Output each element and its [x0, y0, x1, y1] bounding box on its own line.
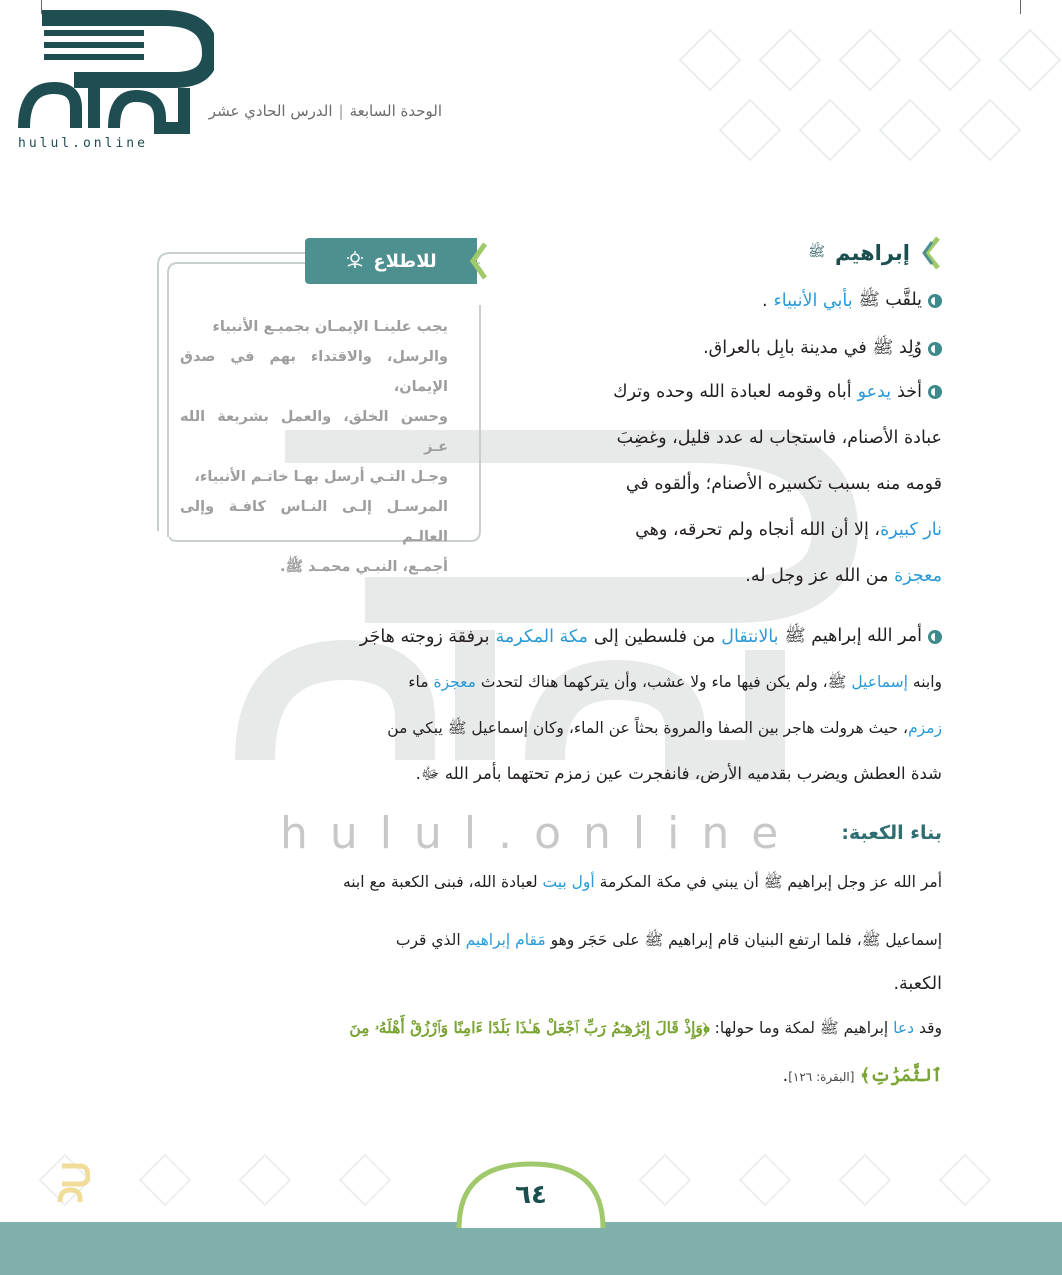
- section-heading: [808, 236, 942, 270]
- quran-verse: ٱلثَّمَرَٰتِ﴾: [859, 1066, 942, 1086]
- paragraph-line: إسماعيل ﷺ، فلما ارتفع البنيان قام إبراهيم ﷺ على حَجَر وهو مَقام إبراهيم الذي قرب: [395, 931, 942, 949]
- lesson-label: الدرس الحادي عشر: [208, 102, 333, 120]
- chevron-left-icon: [467, 242, 491, 280]
- info-line: يجب علينـا الإيمـان بجميـع الأنبياء: [212, 319, 448, 335]
- info-title-label: للاطلاع: [373, 250, 437, 272]
- book-lightbulb-icon: [345, 251, 365, 271]
- info-line: أجمـع، النبـي محمـد ﷺ.: [279, 559, 448, 575]
- crop-mark: [1020, 0, 1040, 14]
- paragraph-line: وابنه إسماعيل ﷺ، ولم يكن فيها ماء ولا عشب، وأن يتركهما هناك لتحدث معجزة ماء: [408, 673, 942, 691]
- brand-logo: [14, 8, 214, 154]
- honorific: ﷺ: [808, 244, 826, 260]
- paragraph-line: وقد دعا إبراهيم ﷺ لمكة وما حولها: ﴿وَإِذْ قَالَ إِبْرَٰهِـۧمُ رَبِّ ٱجْعَلْ هَـٰذَا بَلَدًا ءَامِنًا وَٱرْزُقْ أَهْلَهُۥ مِنَ: [349, 1018, 942, 1037]
- unit-lesson-header: [209, 102, 442, 120]
- paragraph-line: شدة العطش ويضرب بقدميه الأرض، فانفجرت عين زمزم تحتهما بأمر الله ﷻ.: [415, 764, 942, 783]
- watermark-url: hulul.online: [280, 808, 801, 859]
- footer-band: [0, 1222, 1062, 1275]
- bullet-icon: [928, 385, 942, 399]
- bullet-item: يلقَّب ﷺ بأبي الأنبياء .: [762, 288, 942, 314]
- quran-verse: ﴿وَإِذْ قَالَ إِبْرَٰهِـۧمُ رَبِّ ٱجْعَلْ هَـٰذَا بَلَدًا ءَامِنًا وَٱرْزُقْ أَهْلَهُۥ مِنَ: [349, 1018, 710, 1037]
- section-title: إبراهيم: [835, 241, 910, 265]
- subsection-title: بناء الكعبة:: [841, 822, 942, 844]
- info-line: المرسـل إلـى النـاس كافـة وإلى العالـم: [180, 499, 448, 545]
- bullet-icon: [928, 342, 942, 356]
- paragraph-line: ٱلثَّمَرَٰتِ﴾ [البقرة: ١٢٦].: [782, 1066, 942, 1086]
- paragraph-line: معجزة من الله عز وجل له.: [745, 566, 942, 586]
- bullet-icon: [928, 630, 942, 644]
- brand-url: hulul.online: [18, 136, 148, 151]
- info-box-title: [305, 238, 477, 284]
- paragraph-line: نار كبيرة، إلا أن الله أنجاه ولم تحرقه، وهي: [635, 520, 942, 540]
- brand-mark-icon: [56, 1162, 90, 1206]
- double-chevron-icon: [920, 236, 942, 270]
- verse-reference: [البقرة: ١٢٦]: [788, 1070, 855, 1084]
- bullet-item: وُلِد ﷺ في مدينة بابِل بالعراق.: [703, 336, 942, 362]
- info-box-body: [180, 312, 448, 582]
- info-line: والرسل، والاقتداء بهم في صدق الإيمان،: [180, 349, 448, 395]
- bullet-icon: [928, 294, 942, 308]
- bullet-item: أمر الله إبراهيم ﷺ بالانتقال من فلسطين إلى مكة المكرمة برفقة زوجته هاجَر: [360, 624, 942, 650]
- decorative-pattern: [660, 0, 1062, 190]
- paragraph-line: أمر الله عز وجل إبراهيم ﷺ أن يبني في مكة المكرمة أول بيت لعبادة الله، فبنى الكعبة مع ابنه: [342, 873, 942, 891]
- paragraph-line: الكعبة.: [893, 974, 942, 994]
- paragraph-line: قومه منه بسبب تكسيره الأصنام؛ وألقوه في: [625, 474, 942, 494]
- page-number: ٦٤: [515, 1180, 547, 1210]
- info-line: وجـل التـي أرسل بهـا خاتـم الأنبياء،: [194, 469, 448, 485]
- info-line: وحسن الخلق، والعمل بشريعة الله عـز: [180, 409, 448, 455]
- bullet-item: أخذ يدعو أباه وقومه لعبادة الله وحده وترك: [613, 382, 942, 402]
- unit-label: الوحدة السابعة: [349, 102, 442, 120]
- paragraph-line: زمزم، حيث هرولت هاجر بين الصفا والمروة بحثاً عن الماء، وكان إسماعيل ﷺ يبكي من: [387, 719, 942, 737]
- header-separator: |: [338, 102, 344, 120]
- paragraph-line: عبادة الأصنام، فاستجاب له عدد قليل، وغضِبَ: [616, 428, 942, 448]
